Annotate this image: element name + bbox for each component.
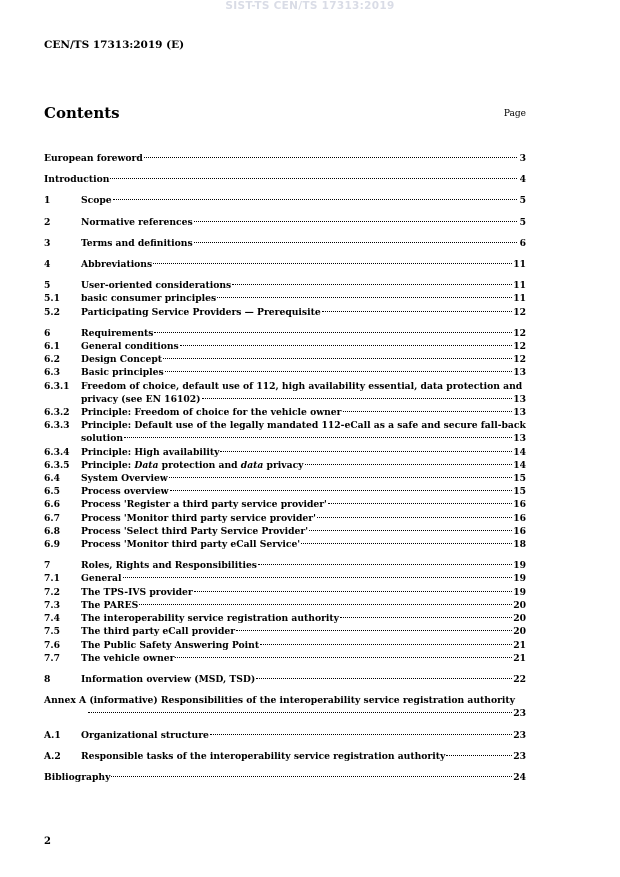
- toc-entry-7-3[interactable]: [44, 599, 526, 612]
- toc-title: Basic principles: [81, 367, 164, 379]
- toc-entry-2[interactable]: [44, 216, 526, 229]
- toc-title: Terms and definitions: [81, 237, 193, 249]
- toc-title: Organizational structure: [81, 729, 209, 741]
- toc-title: System Overview: [81, 473, 168, 485]
- toc-title-part: protection and: [158, 459, 241, 471]
- toc-entry-bibliography[interactable]: [44, 771, 526, 784]
- toc-title: Process 'Monitor third party service provider': [81, 512, 316, 524]
- toc-number: 7: [44, 560, 51, 572]
- leader-dots: [175, 657, 512, 658]
- toc-number: 7.1: [44, 573, 60, 585]
- leader-dots: [260, 644, 512, 645]
- leader-dots: [153, 263, 512, 264]
- leader-dots: [210, 734, 512, 735]
- page-column-label: Page: [503, 109, 526, 119]
- leader-dots: [446, 755, 512, 756]
- toc-page: 5: [519, 216, 526, 228]
- toc-entry-6-6[interactable]: [44, 498, 526, 511]
- toc-title: Introduction: [44, 174, 110, 186]
- toc-number: 3: [44, 237, 51, 249]
- leader-dots: [232, 284, 512, 285]
- toc-title: Abbreviations: [81, 259, 153, 271]
- leader-dots: [144, 157, 517, 158]
- toc-title: Process overview: [81, 486, 169, 498]
- toc-number: 5: [44, 280, 51, 292]
- leader-dots: [343, 411, 513, 412]
- toc-title: Roles, Rights and Responsibilities: [81, 560, 257, 572]
- toc-title: Process 'Monitor third party eCall Service': [81, 539, 301, 551]
- toc-page: 24: [513, 771, 526, 783]
- toc-page: 12: [513, 306, 526, 318]
- toc-page: 16: [513, 512, 526, 524]
- leader-dots: [301, 543, 512, 544]
- toc-page: 18: [513, 539, 526, 551]
- leader-dots: [123, 577, 513, 578]
- toc-entry-1[interactable]: [44, 194, 526, 207]
- toc-page: 16: [513, 499, 526, 511]
- toc-entry-5-1[interactable]: [44, 292, 526, 305]
- leader-dots: [256, 678, 512, 679]
- toc-number: 6.3.4: [44, 446, 70, 458]
- toc-number: 1: [44, 195, 51, 207]
- toc-number: 6.5: [44, 486, 60, 498]
- leader-dots: [88, 712, 512, 713]
- toc-number: 7.2: [44, 586, 60, 598]
- toc-title: The vehicle owner: [81, 652, 175, 664]
- toc-page: 13: [513, 407, 526, 419]
- toc-number: 7.4: [44, 613, 60, 625]
- leader-dots: [220, 451, 512, 452]
- toc-title: The PARES: [81, 599, 139, 611]
- leader-dots: [139, 604, 512, 605]
- toc-entry-foreword[interactable]: [44, 152, 526, 165]
- toc-title: User-oriented considerations: [81, 280, 232, 292]
- leader-dots: [113, 199, 517, 200]
- toc-entry-6-3-2[interactable]: [44, 406, 526, 419]
- toc-number: 6.9: [44, 539, 60, 551]
- leader-dots: [340, 617, 512, 618]
- toc-entry-introduction[interactable]: [44, 173, 526, 186]
- toc-title-emphasis: Data: [134, 459, 159, 471]
- leader-dots: [305, 464, 513, 465]
- toc-page: 20: [513, 626, 526, 638]
- toc-entry-7-5[interactable]: [44, 625, 526, 638]
- document-header: CEN/TS 17313:2019 (E): [44, 39, 185, 51]
- toc-title: Principle: Freedom of choice for the vehicle owner: [81, 407, 342, 419]
- toc-title: Design Concept: [81, 354, 163, 366]
- toc-page: 13: [513, 367, 526, 379]
- toc-page: 16: [513, 525, 526, 537]
- toc-entry-4[interactable]: [44, 258, 526, 271]
- toc-title-part: Principle:: [81, 459, 135, 471]
- toc-page: 19: [513, 560, 526, 572]
- toc-page: 20: [513, 613, 526, 625]
- toc-page: 12: [513, 327, 526, 339]
- toc-number: 6.8: [44, 525, 60, 537]
- toc-entry-a-1[interactable]: [44, 729, 526, 742]
- toc-title: Participating Service Providers — Prerequisite: [81, 306, 321, 318]
- leader-dots: [194, 221, 517, 222]
- toc-number: A.2: [44, 750, 61, 762]
- toc-page: 23: [513, 729, 526, 741]
- leader-dots: [124, 437, 512, 438]
- toc-entry-6[interactable]: [44, 327, 526, 340]
- toc-page: 19: [513, 573, 526, 585]
- toc-entry-7[interactable]: [44, 559, 526, 572]
- toc-entry-8[interactable]: [44, 673, 526, 686]
- toc-number: 6.3.2: [44, 407, 70, 419]
- toc-entry-7-6[interactable]: [44, 639, 526, 652]
- toc-number: A.1: [44, 729, 61, 741]
- leader-dots: [110, 178, 517, 179]
- toc-page: 11: [513, 259, 526, 271]
- toc-entry-6-7[interactable]: [44, 512, 526, 525]
- toc-page: 21: [513, 652, 526, 664]
- toc-entry-6-9[interactable]: [44, 538, 526, 551]
- toc-title: Responsible tasks of the interoperability service registration authority: [81, 750, 446, 762]
- leader-dots: [322, 311, 513, 312]
- toc-number: 4: [44, 259, 51, 271]
- toc-title-line2: privacy (see EN 16102): [81, 393, 201, 405]
- leader-dots: [169, 477, 512, 478]
- toc-title: [81, 459, 304, 472]
- toc-title: Normative references: [81, 216, 193, 228]
- toc-entry-6-3-1[interactable]: [44, 380, 526, 406]
- toc-title: General conditions: [81, 341, 179, 353]
- leader-dots: [194, 242, 517, 243]
- leader-dots: [180, 345, 512, 346]
- toc-number: 6.3.1: [44, 380, 70, 392]
- toc-entry-6-2[interactable]: [44, 353, 526, 366]
- toc-page: 21: [513, 639, 526, 651]
- toc-entry-annex-a[interactable]: [44, 694, 526, 720]
- toc-entry-7-4[interactable]: [44, 612, 526, 625]
- toc-page: 4: [519, 174, 526, 186]
- toc-page: 15: [513, 486, 526, 498]
- toc-number: 2: [44, 216, 51, 228]
- toc-title: General: [81, 573, 122, 585]
- toc-page: 20: [513, 599, 526, 611]
- toc-number: 5.1: [44, 293, 60, 305]
- leader-dots: [194, 591, 513, 592]
- toc-entry-a-2[interactable]: [44, 750, 526, 763]
- toc-entry-6-1[interactable]: [44, 340, 526, 353]
- toc-number: 7.3: [44, 599, 60, 611]
- toc-number: 6.3.5: [44, 459, 70, 471]
- toc-number: 6.3: [44, 367, 60, 379]
- toc-page: 13: [513, 393, 526, 405]
- toc-page: 23: [513, 708, 526, 720]
- toc-number: 7.7: [44, 652, 60, 664]
- toc-title-emphasis: data: [240, 459, 264, 471]
- toc-title-line1: Principle: Default use of the legally mandated 112-eCall as a safe and secure fall-back: [81, 420, 526, 432]
- toc-page: 6: [519, 237, 526, 249]
- leader-dots: [317, 517, 512, 518]
- toc-page: 11: [513, 293, 526, 305]
- toc-number: 6.7: [44, 512, 60, 524]
- toc-page: 19: [513, 586, 526, 598]
- toc-entry-6-3-3[interactable]: [44, 419, 526, 445]
- toc-entry-5-2[interactable]: [44, 306, 526, 319]
- toc-title-line2: solution: [81, 433, 124, 445]
- toc-entry-6-4[interactable]: [44, 472, 526, 485]
- toc-title: The interoperability service registration authority: [81, 613, 339, 625]
- toc-entry-7-1[interactable]: [44, 572, 526, 585]
- toc-title: Bibliography: [44, 771, 111, 783]
- leader-dots: [111, 776, 512, 777]
- toc-title: The TPS-IVS provider: [81, 586, 193, 598]
- leader-dots: [170, 490, 513, 491]
- toc-title: The third party eCall provider: [81, 626, 236, 638]
- leader-dots: [309, 530, 512, 531]
- leader-dots: [236, 630, 512, 631]
- toc-entry-6-5[interactable]: [44, 485, 526, 498]
- toc-title: Process 'Register a third party service provider': [81, 499, 327, 511]
- toc-page: 23: [513, 750, 526, 762]
- toc-entry-3[interactable]: [44, 237, 526, 250]
- toc-page: 14: [513, 459, 526, 471]
- toc-page: 11: [513, 280, 526, 292]
- toc-title: Principle: High availability: [81, 446, 220, 458]
- toc-title: Requirements: [81, 327, 154, 339]
- toc-title: Process 'Select third Party Service Provider': [81, 525, 309, 537]
- footer-page-number: 2: [44, 836, 51, 847]
- toc-title-part: privacy: [263, 459, 304, 471]
- toc-title: basic consumer principles: [81, 293, 217, 305]
- watermark: SIST-TS CEN/TS 17313:2019: [225, 0, 395, 12]
- toc-page: 12: [513, 341, 526, 353]
- toc-title-line1: Freedom of choice, default use of 112, high availability essential, data protection and: [81, 380, 523, 392]
- toc-page: 12: [513, 354, 526, 366]
- leader-dots: [258, 564, 512, 565]
- leader-dots: [328, 503, 512, 504]
- toc-entry-6-3-4[interactable]: [44, 446, 526, 459]
- toc-title: Information overview (MSD, TSD): [81, 673, 256, 685]
- toc-page: 14: [513, 446, 526, 458]
- toc-number: 6.2: [44, 354, 60, 366]
- table-of-contents: [44, 152, 526, 784]
- contents-title: Contents: [44, 104, 120, 122]
- leader-dots: [154, 332, 512, 333]
- toc-number: 6.3.3: [44, 420, 70, 432]
- toc-entry-5[interactable]: [44, 279, 526, 292]
- toc-number: 7.5: [44, 626, 60, 638]
- toc-title: The Public Safety Answering Point: [81, 639, 260, 651]
- toc-number: 6.1: [44, 341, 60, 353]
- toc-entry-6-3-5[interactable]: [44, 459, 526, 472]
- toc-page: 13: [513, 433, 526, 445]
- toc-entry-7-2[interactable]: [44, 586, 526, 599]
- toc-entry-6-3[interactable]: [44, 366, 526, 379]
- toc-page: 5: [519, 195, 526, 207]
- toc-number: 6: [44, 327, 51, 339]
- toc-number: 5.2: [44, 306, 60, 318]
- toc-entry-7-7[interactable]: [44, 652, 526, 665]
- toc-page: 22: [513, 673, 526, 685]
- toc-number: 8: [44, 673, 51, 685]
- leader-dots: [165, 371, 513, 372]
- toc-title: Annex A (informative) Responsibilities of the interoperability service registration authority: [44, 695, 515, 707]
- toc-number: 6.4: [44, 473, 60, 485]
- leader-dots: [202, 398, 513, 399]
- toc-entry-6-8[interactable]: [44, 525, 526, 538]
- toc-page: 15: [513, 473, 526, 485]
- toc-number: 6.6: [44, 499, 60, 511]
- toc-title: Scope: [81, 195, 112, 207]
- toc-number: 7.6: [44, 639, 60, 651]
- toc-title: European foreword: [44, 153, 143, 164]
- toc-page: 3: [519, 153, 526, 164]
- leader-dots: [217, 297, 512, 298]
- leader-dots: [163, 358, 512, 359]
